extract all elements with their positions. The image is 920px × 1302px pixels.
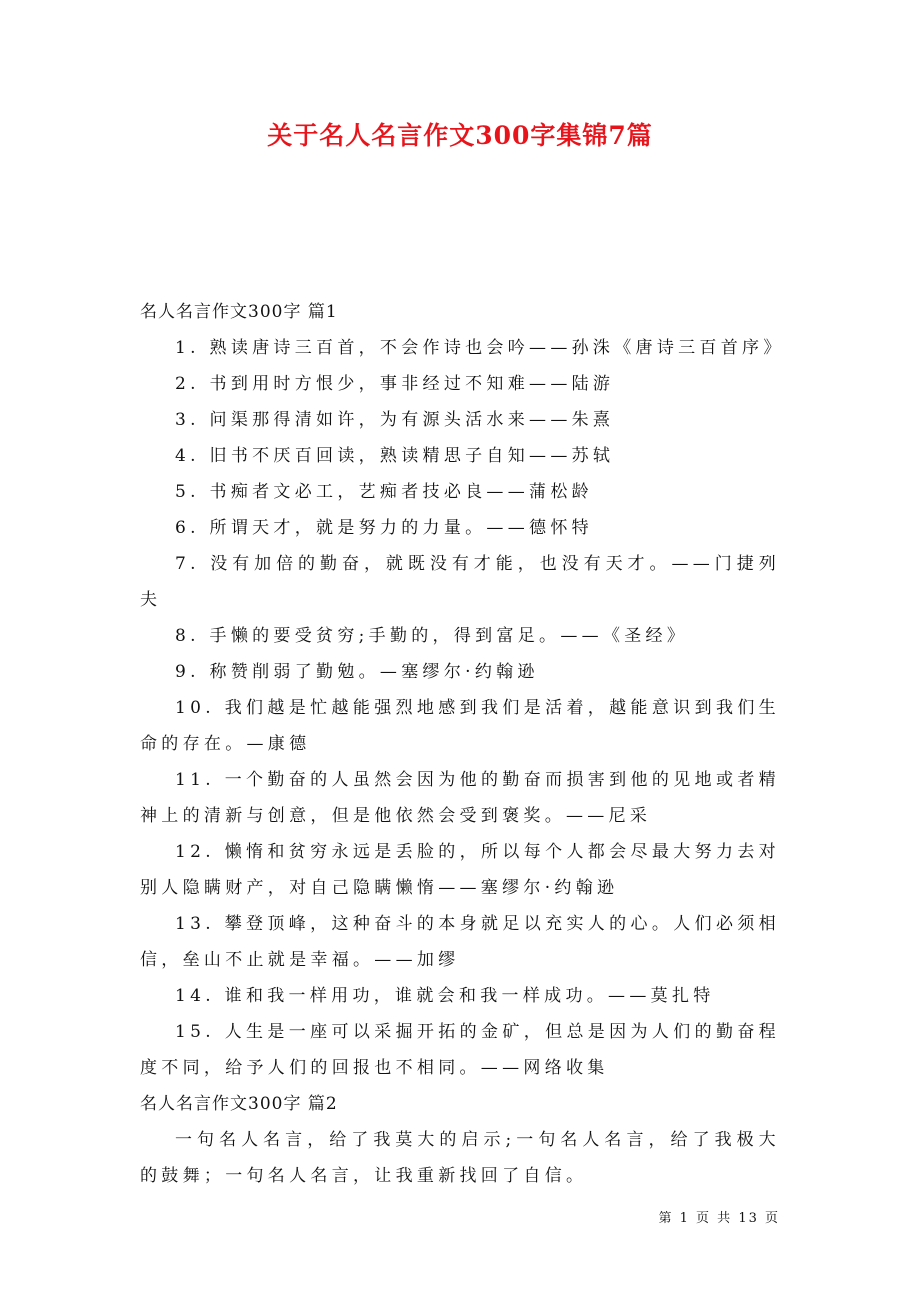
quote-item: 13. 攀登顶峰，这种奋斗的本身就足以充实人的心。人们必须相信，垒山不止就是幸福。——加缪 [140, 914, 780, 970]
quote-item: 4. 旧书不厌百回读，熟读精思子自知——苏轼 [175, 446, 615, 466]
paragraph: 一句名人名言，给了我莫大的启示;一句名人名言，给了我极大的鼓舞；一句名人名言，让我重新找回了自信。 [140, 1130, 780, 1186]
quote-item: 8. 手懒的要受贫穷;手勤的，得到富足。——《圣经》 [175, 626, 689, 646]
page-number: 第 1 页 共 13 页 [658, 1211, 780, 1226]
quote-item: 2. 书到用时方恨少，事非经过不知难——陆游 [175, 374, 615, 394]
quote-item: 3. 问渠那得清如许，为有源头活水来——朱熹 [175, 410, 615, 430]
quote-item: 10. 我们越是忙越能强烈地感到我们是活着，越能意识到我们生命的存在。—康德 [140, 698, 780, 754]
quote-item: 12. 懒惰和贫穷永远是丢脸的，所以每个人都会尽最大努力去对别人隐瞒财产，对自己隐瞒懒惰——塞缪尔·约翰逊 [140, 842, 780, 898]
quote-item: 9. 称赞削弱了勤勉。—塞缪尔·约翰逊 [175, 662, 539, 682]
quote-item: 1. 熟读唐诗三百首，不会作诗也会吟——孙洙《唐诗三百首序》 [175, 338, 785, 358]
quote-item: 15. 人生是一座可以采掘开拓的金矿，但总是因为人们的勤奋程度不同，给予人们的回报也不相同。——网络收集 [140, 1022, 780, 1078]
quote-item: 6. 所谓天才，就是努力的力量。——德怀特 [175, 518, 593, 538]
quote-item: 11. 一个勤奋的人虽然会因为他的勤奋而损害到他的见地或者精神上的清新与创意，但是他依然会受到褒奖。——尼采 [140, 770, 780, 826]
quote-item: 5. 书痴者文必工，艺痴者技必良——蒲松龄 [175, 482, 593, 502]
section-heading: 名人名言作文300字 篇1 [140, 302, 338, 322]
quote-item: 14. 谁和我一样用功，谁就会和我一样成功。——莫扎特 [175, 986, 715, 1006]
document-title: 关于名人名言作文300字集锦7篇 [267, 121, 653, 150]
quote-item: 7. 没有加倍的勤奋，就既没有才能，也没有天才。——门捷列夫 [140, 554, 780, 610]
section-heading: 名人名言作文300字 篇2 [140, 1094, 338, 1114]
document-body [140, 294, 785, 1194]
